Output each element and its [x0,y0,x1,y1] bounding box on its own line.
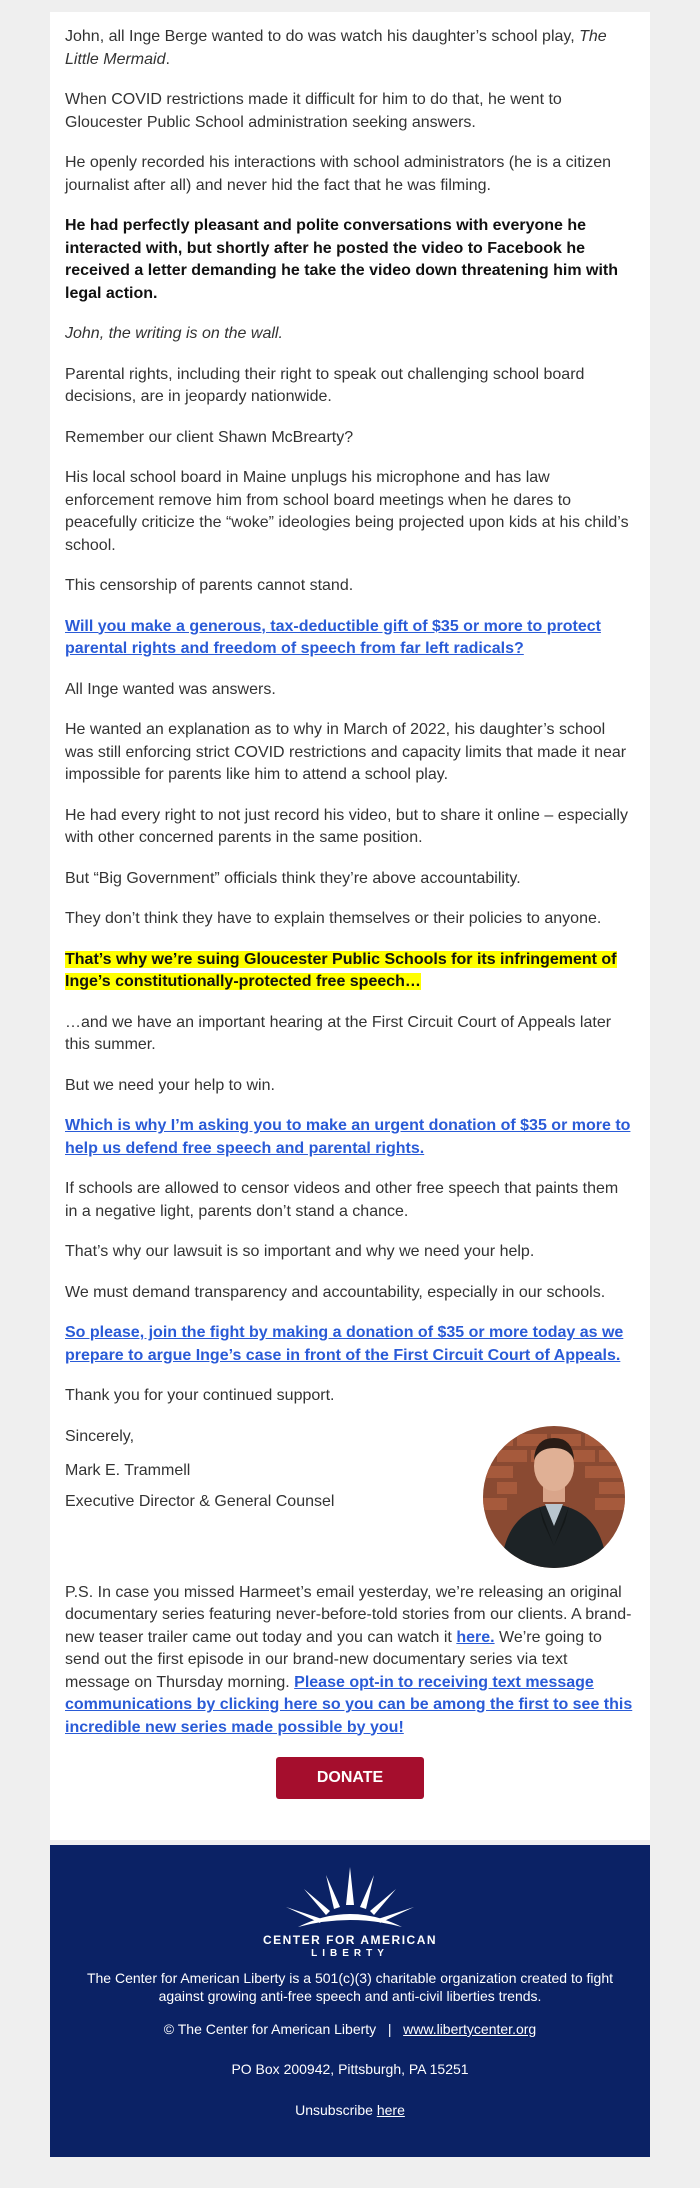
paragraph-maine: His local school board in Maine unplugs his microphone and has law enforcement remove him from school board meetings when he dares to peacefully criticize the “woke” ideologies being projected upon kids at his child’s school. [65,469,629,554]
paragraph-explain: They don’t think they have to explain themselves or their policies to anyone. [65,910,602,927]
unsubscribe-row: Unsubscribe here [295,2102,405,2118]
footer [50,1845,650,2157]
paragraph-hearing: …and we have an important hearing at the First Circuit Court of Appeals later this summer. [65,1013,612,1053]
footer-copyright-row [50,2020,650,2038]
copyright-text: © The Center for American Liberty [163,2021,377,2037]
logo-text: CENTER FOR AMERICAN LIBERTY [262,1933,438,1959]
footer-description: The Center for American Liberty is a 501(c)(3) charitable organization created to fight against growing anti-free speech and anti-civil liberties trends. [86,1970,614,2004]
paragraph-demand: We must demand transparency and accountability, especially in our schools. [65,1283,606,1301]
donate-link-3[interactable]: So please, join the fight by making a donation of $35 or more today as we prepare to argue Inge’s case in front of the First Circuit Court of Appeals. [65,1324,624,1364]
trailer-link[interactable]: here. [456,1628,495,1646]
paragraph-lawsuit: That’s why our lawsuit is so important and why we need your help. [65,1243,535,1260]
paragraph-censor-videos: If schools are allowed to censor videos and other free speech that paints them in a negative light, parents don’t stand a chance. [65,1180,619,1220]
paragraph-legal-action: He had perfectly pleasant and polite conversations with everyone he interacted with, but shortly after he posted the video to Facebook he received a letter demanding he take the video down threatening him with legal action. [65,217,618,302]
cta-paragraph-2 [65,1115,635,1160]
separator: | [387,2021,392,2037]
donate-button[interactable]: DONATE [276,1757,424,1799]
signer-photo [483,1426,625,1568]
play-title: The Little Mermaid [65,28,607,68]
paragraph-share: He had every right to not just record his video, but to share it online – especially with other concerned parents in the same position. [65,806,628,846]
paragraph-answers: All Inge wanted was answers. [65,680,276,698]
paragraph-remember: Remember our client Shawn McBrearty? [65,428,354,446]
intro-paragraph: John, all Inge Berge wanted to do was watch his daughter’s school play, The Little Mermaid. [65,28,607,68]
paragraph-parental-rights: Parental rights, including their right to speak out challenging school board decisions, are in jeopardy nationwide. [65,365,585,405]
email-content [50,12,650,1799]
signoff: Sincerely, [65,1427,135,1445]
cta-paragraph-1 [65,616,635,661]
signer-name: Mark E. Trammell [65,1462,191,1479]
paragraph-explanation: He wanted an explanation as to why in March of 2022, his daughter’s school was still enforcing strict COVID restrictions and capacity limits that made it near impossible for parents like him to attend a school play. [65,721,627,783]
paragraph-recorded: He openly recorded his interactions with school administrators (he is a citizen journalist after all) and never hid the fact that he was filming. [65,154,612,194]
cta-paragraph-3 [65,1322,635,1367]
unsubscribe-link[interactable]: here [376,2102,405,2118]
signature-block [65,1426,635,1582]
donate-link-1[interactable]: Will you make a generous, tax-deductible gift of $35 or more to protect parental rights and freedom of speech from far left radicals? [65,617,601,657]
ps-paragraph: P.S. In case you missed Harmeet’s email yesterday, we’re releasing an original documentary series featuring never-before-told stories from our clients. A brand-new teaser trailer came out today and you can watch it here. We’re going to send out the first episode in our brand-new documentary series via text message on Thursday morning. Please opt-in to receiving text message communications by clicking here so you can be among the first to see this incredible new series made possible by you! [65,1583,633,1736]
donate-link-2[interactable]: Which is why I’m asking you to make an urgent donation of $35 or more to help us defend free speech and parental rights. [65,1117,631,1157]
email-body [50,12,650,1840]
paragraph-covid: When COVID restrictions made it difficult for him to do that, he went to Gloucester Public School administration seeking answers. [65,91,562,131]
footer-address: PO Box 200942, Pittsburgh, PA 15251 [231,2061,469,2077]
logo [50,1867,650,1957]
paragraph-help: But we need your help to win. [65,1076,275,1094]
sunburst-logo-icon [50,1867,650,1931]
paragraph-censorship: This censorship of parents cannot stand. [65,577,354,594]
website-link[interactable]: www.libertycenter.org [403,2021,537,2037]
highlighted-text: That’s why we’re suing Gloucester Public Schools for its infringement of Inge’s constitutionally-protected free speech… [65,950,617,990]
highlight-paragraph [65,949,635,994]
paragraph-writing-on-wall: John, the writing is on the wall. [65,325,283,342]
paragraph-thanks: Thank you for your continued support. [65,1387,335,1404]
signer-title: Executive Director & General Counsel [65,1492,335,1510]
sms-optin-link[interactable]: Please opt-in to receiving text message communications by clicking here so you can be among the first to see this incredible new series made possible by you! [65,1673,633,1736]
paragraph-big-government: But “Big Government” officials think they’re above accountability. [65,869,521,887]
donate-button-wrap [65,1757,635,1799]
